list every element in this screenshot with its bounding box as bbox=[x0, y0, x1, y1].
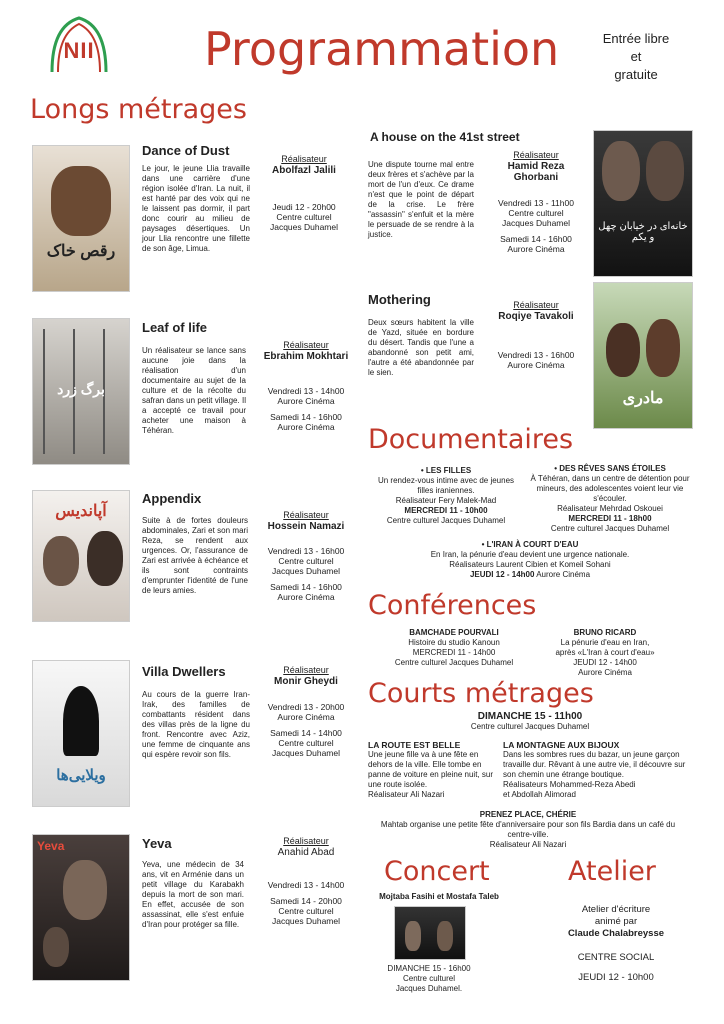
conference-ricard: BRUNO RICARD La pénurie d'eau en Iran, après «L'Iran à court d'eau» JEUDI 12 - 14h00 Aurore Cinéma bbox=[555, 628, 655, 677]
film-description: Au cours de la guerre Iran-Irak, des familles de combattants résident dans des villas près de la ligne du front. Rencontre avec Aziz, une femme de cinquante ans qui espère revoir son fils. bbox=[142, 690, 250, 759]
film-schedule: Vendredi 13 - 20h00 Aurore Cinéma Samedi 14 - 14h00 Centre culturel Jacques Duhamel bbox=[267, 702, 345, 758]
film-description: Le jour, le jeune Llia travaille dans une carrière d'une région isolée d'Iran. La nuit, il est hanté par des voix qui ne le laissent pas dormir, il part donc courir au milieu de paysages désertiques. Un jour Llia rencontre une fillette de son âge, Limua. bbox=[142, 164, 250, 253]
film-director: Réalisateur Monir Gheydi bbox=[274, 665, 338, 687]
film-description: Yeva, une médecin de 34 ans, vit en Arménie dans un petit village du Karabakh depuis la mort de son mari. En effet, accusée de son assassinat, elle s'est enfuie d'Iran pour protéger sa fille. bbox=[142, 860, 244, 929]
section-documentaires: Documentaires bbox=[368, 424, 574, 455]
poster-house-41st-street: خانه‌ای در خیابان چهل و یکم bbox=[593, 130, 693, 277]
film-title: A house on the 41st street bbox=[370, 130, 520, 144]
section-conferences: Conférences bbox=[368, 590, 537, 621]
court-route-est-belle: LA ROUTE EST BELLE Une jeune fille va à une fête en dehors de la ville. Elle tombe en panne de voiture en pleine nuit, sur une route isolée. Réalisateur Ali Nazari bbox=[368, 740, 493, 799]
concert-photo bbox=[394, 906, 466, 960]
film-description: Un réalisateur se lance sans aucune joie dans la réalisation d'un documentaire au sujet de la culture et de la récolte du safran dans un petit village. Il a accepté ce travail pour acheter une maison à Téhéran. bbox=[142, 346, 246, 435]
atelier-info: Atelier d'écriture animé par Claude Chalabreysse CENTRE SOCIAL JEUDI 12 - 10h00 bbox=[567, 904, 665, 983]
concert-schedule: DIMANCHE 15 - 16h00 Centre culturel Jacques Duhamel. bbox=[387, 964, 471, 993]
film-director: Réalisateur Anahid Abad bbox=[277, 836, 335, 858]
film-schedule: Vendredi 13 - 16h00 Aurore Cinéma bbox=[497, 350, 575, 370]
film-description: Une dispute tourne mal entre deux frères et s'achève par la mort de l'un d'eux. Ce drame n'est que le point de départ de la crise. Le frère "assassin" s'enfuit et la mère le persuade de se rendre à la justice. bbox=[368, 160, 474, 239]
page-title: Programmation bbox=[204, 22, 560, 76]
film-schedule: Vendredi 13 - 11h00 Centre culturel Jacques Duhamel Samedi 14 - 16h00 Aurore Cinéma bbox=[498, 198, 574, 254]
film-description: Deux sœurs habitent la ville de Yazd, située en bordure du désert. Tandis que l'une a abandonné son petit ami, l'autre a été abandonnée par le sien. bbox=[368, 318, 474, 377]
section-courts-metrages: Courts métrages bbox=[368, 678, 594, 709]
poster-villa-dwellers: ویلایی‌ها bbox=[32, 660, 130, 807]
section-atelier: Atelier bbox=[568, 856, 656, 887]
court-montagne-aux-bijoux: LA MONTAGNE AUX BIJOUX Dans les sombres rues du bazar, un jeune garçon travaille dur. Rêvant à une autre vie, il découvre sur son chemin une étrange boutique. Réalisateurs Mohammed-Reza Abedi et Abdollah Alimorad bbox=[503, 740, 686, 799]
poster-leaf-of-life: برگ زرد bbox=[32, 318, 130, 465]
film-schedule: Jeudi 12 - 20h00 Centre culturel Jacques Duhamel bbox=[269, 202, 339, 232]
film-title: Yeva bbox=[142, 836, 172, 851]
poster-yeva: Yeva bbox=[32, 834, 130, 981]
film-director: Réalisateur Hossein Namazi bbox=[267, 510, 345, 532]
film-schedule: Vendredi 13 - 14h00 Aurore Cinéma Samedi 14 - 16h00 Aurore Cinéma bbox=[267, 386, 345, 432]
logo-text: NII bbox=[63, 38, 95, 63]
film-title: Mothering bbox=[368, 292, 431, 307]
entry-info: Entrée libre et gratuite bbox=[602, 31, 670, 82]
courts-schedule: DIMANCHE 15 - 11h00 Centre culturel Jacques Duhamel bbox=[470, 711, 590, 731]
film-title: Appendix bbox=[142, 491, 202, 506]
film-title: Villa Dwellers bbox=[142, 664, 226, 679]
film-director: Réalisateur Abolfazl Jalili bbox=[272, 154, 336, 176]
film-schedule: Vendredi 13 - 16h00 Centre culturel Jacques Duhamel Samedi 14 - 16h00 Aurore Cinéma bbox=[267, 546, 345, 602]
conference-pourvali: BAMCHADE POURVALI Histoire du studio Kanoun MERCREDI 11 - 14h00 Centre culturel Jacques Duhamel bbox=[394, 628, 514, 667]
film-description: Suite à de fortes douleurs abdominales, Zari et son mari Reza, se rendent aux urgences. Or, l'assurance de Zari est arrivée à échéance et ils sont contraints d'emprunter l'identité de l'une de leurs amies. bbox=[142, 516, 248, 595]
court-prenez-place: PRENEZ PLACE, CHÉRIE Mahtab organise une petite fête d'anniversaire pour son fils Bardia dans un café du centre-ville. Réalisateur Ali Nazari bbox=[380, 810, 676, 849]
poster-dance-of-dust: رقص خاک bbox=[32, 145, 130, 292]
section-longs-metrages: Longs métrages bbox=[30, 94, 247, 125]
film-schedule: Vendredi 13 - 14h00 Samedi 14 - 20h00 Centre culturel Jacques Duhamel bbox=[267, 880, 345, 926]
section-concert: Concert bbox=[384, 856, 490, 887]
doc-les-filles: • LES FILLES Un rendez-vous intime avec de jeunes filles iraniennes. Réalisateur Fery Malek-Mad MERCREDI 11 - 10h00 Centre culturel Jacques Duhamel bbox=[377, 466, 515, 525]
film-title: Dance of Dust bbox=[142, 143, 230, 158]
film-director: Réalisateur Hamid Reza Ghorbani bbox=[507, 150, 565, 183]
concert-artists: Mojtaba Fasihi et Mostafa Taleb bbox=[379, 892, 499, 901]
film-director: Réalisateur Ebrahim Mokhtari bbox=[263, 340, 349, 362]
doc-reves-sans-etoiles: • DES RÊVES SANS ÉTOILES À Téhéran, dans un centre de détention pour mineurs, des adolescentes voient leur vie s'écouler. Réalisateur Mehrdad Oskouei MERCREDI 11 - 18h00 Centre culturel Jacques Duhamel bbox=[530, 464, 690, 533]
poster-appendix: آپاندیس bbox=[32, 490, 130, 622]
poster-mothering: مادری bbox=[593, 282, 693, 429]
film-title: Leaf of life bbox=[142, 320, 208, 335]
film-director: Réalisateur Roqiye Tavakoli bbox=[498, 300, 574, 322]
doc-iran-court-eau: • L'IRAN À COURT D'EAU En Iran, la pénurie d'eau devient une urgence nationale. Réalisateurs Laurent Cibien et Komeil Sohani JEUDI 12 - 14h00 Aurore Cinéma bbox=[430, 540, 630, 579]
